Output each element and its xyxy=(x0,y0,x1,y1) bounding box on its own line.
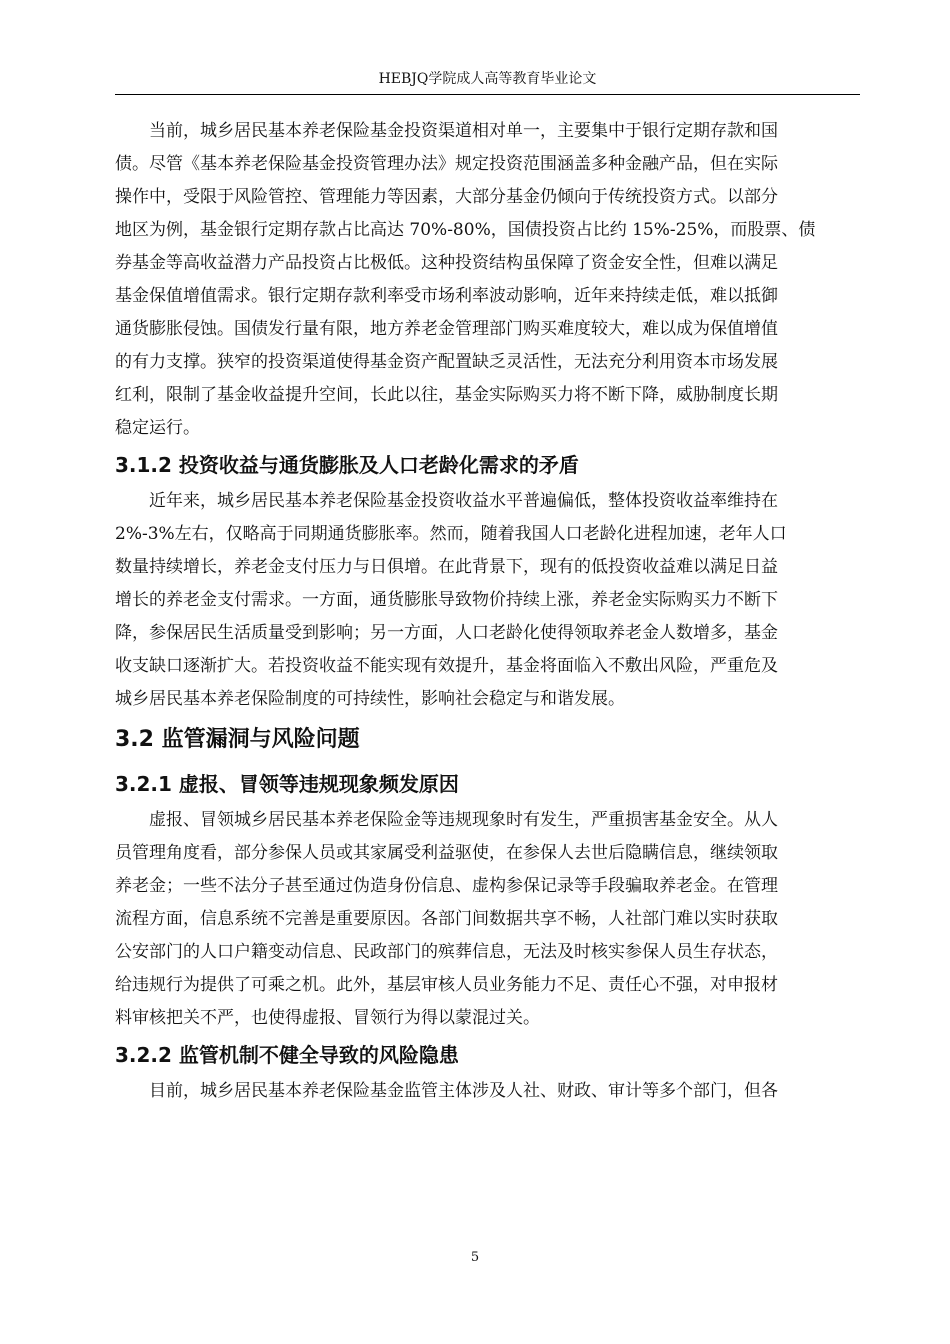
page-header: HEBJQ学院成人高等教育毕业论文 xyxy=(378,71,597,87)
text-line: 收支缺口逐渐扩大。若投资收益不能实现有效提升，基金将面临入不敷出风险，严重危及 xyxy=(115,656,778,676)
text-line: 的有力支撑。狭窄的投资渠道使得基金资产配置缺乏灵活性，无法充分利用资本市场发展 xyxy=(115,352,778,372)
text-line: 通货膨胀侵蚀。国债发行量有限，地方养老金管理部门购买难度较大，难以成为保值增值 xyxy=(115,319,778,339)
header-rule xyxy=(115,94,860,95)
text-line: 目前，城乡居民基本养老保险基金监管主体涉及人社、财政、审计等多个部门，但各 xyxy=(149,1081,778,1101)
paragraph-fraud-causes xyxy=(115,804,860,1035)
text-line: 流程方面，信息系统不完善是重要原因。各部门间数据共享不畅，人社部门难以实时获取 xyxy=(115,909,778,929)
heading-3-2-2: 3.2.2 监管机制不健全导致的风险隐患 xyxy=(115,1043,459,1067)
text-line: 券基金等高收益潜力产品投资占比极低。这种投资结构虽保障了资金安全性，但难以满足 xyxy=(115,253,778,273)
text-line: 虚报、冒领城乡居民基本养老保险金等违规现象时有发生，严重损害基金安全。从人 xyxy=(149,810,778,830)
page-number: 5 xyxy=(470,1250,480,1265)
text-line: 债。尽管《基本养老保险基金投资管理办法》规定投资范围涵盖多种金融产品，但在实际 xyxy=(115,154,778,174)
heading-3-2-1: 3.2.1 虚报、冒领等违规现象频发原因 xyxy=(115,772,459,796)
text-line: 2%-3%左右，仅略高于同期通货膨胀率。然而，随着我国人口老龄化进程加速，老年人口 xyxy=(115,524,787,544)
paragraph-supervision-mechanism xyxy=(115,1075,860,1108)
text-line: 给违规行为提供了可乘之机。此外，基层审核人员业务能力不足、责任心不强，对申报材 xyxy=(115,975,778,995)
paragraph-returns-inflation xyxy=(115,485,860,716)
text-line: 地区为例，基金银行定期存款占比高达 70%-80%，国债投资占比约 15%-25%，而股票、债 xyxy=(115,220,816,240)
text-line: 公安部门的人口户籍变动信息、民政部门的殡葬信息，无法及时核实参保人员生存状态， xyxy=(115,942,778,962)
page-body xyxy=(115,115,860,1108)
heading-3-2: 3.2 监管漏洞与风险问题 xyxy=(115,727,360,752)
text-line: 近年来，城乡居民基本养老保险基金投资收益水平普遍偏低，整体投资收益率维持在 xyxy=(149,491,778,511)
text-line: 员管理角度看，部分参保人员或其家属受利益驱使，在参保人去世后隐瞒信息，继续领取 xyxy=(115,843,778,863)
text-line: 料审核把关不严，也使得虚报、冒领行为得以蒙混过关。 xyxy=(115,1008,540,1028)
heading-3-1-2: 3.1.2 投资收益与通货膨胀及人口老龄化需求的矛盾 xyxy=(115,453,579,477)
text-line: 红利，限制了基金收益提升空间，长此以往，基金实际购买力将不断下降，威胁制度长期 xyxy=(115,385,778,405)
text-line: 数量持续增长，养老金支付压力与日俱增。在此背景下，现有的低投资收益难以满足日益 xyxy=(115,557,778,577)
text-line: 操作中，受限于风险管控、管理能力等因素，大部分基金仍倾向于传统投资方式。以部分 xyxy=(115,187,778,207)
text-line: 基金保值增值需求。银行定期存款利率受市场利率波动影响，近年来持续走低，难以抵御 xyxy=(115,286,778,306)
text-line: 养老金；一些不法分子甚至通过伪造身份信息、虚构参保记录等手段骗取养老金。在管理 xyxy=(115,876,778,896)
text-line: 当前，城乡居民基本养老保险基金投资渠道相对单一，主要集中于银行定期存款和国 xyxy=(149,121,778,141)
text-line: 增长的养老金支付需求。一方面，通货膨胀导致物价持续上涨，养老金实际购买力不断下 xyxy=(115,590,778,610)
text-line: 城乡居民基本养老保险制度的可持续性，影响社会稳定与和谐发展。 xyxy=(115,689,625,709)
paragraph-investment-channels xyxy=(115,115,860,445)
text-line: 降，参保居民生活质量受到影响；另一方面，人口老龄化使得领取养老金人数增多，基金 xyxy=(115,623,778,643)
text-line: 稳定运行。 xyxy=(115,418,200,438)
